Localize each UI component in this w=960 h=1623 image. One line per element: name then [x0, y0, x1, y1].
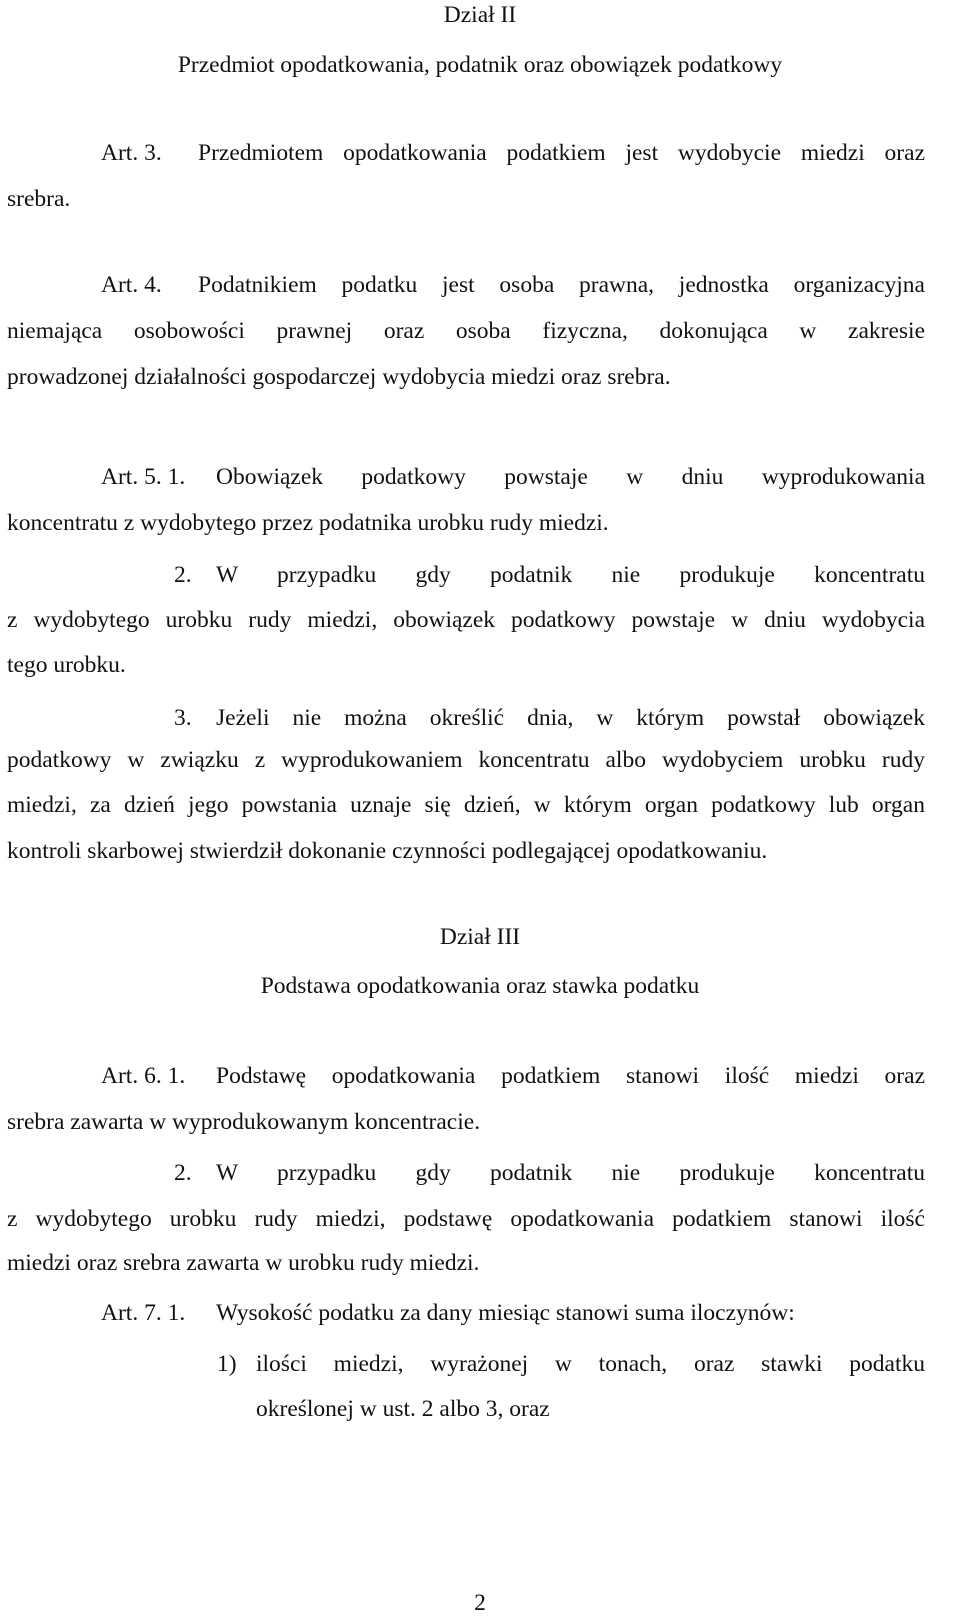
art-7-p1-line-1: Wysokość podatku za dany miesiąc stanowi suma iloczynów:: [216, 1300, 795, 1326]
art-3-label: Art. 3.: [101, 140, 162, 166]
art-5-p3-label: 3.: [174, 705, 192, 731]
art-7-item-1-line-2: określonej w ust. 2 albo 3, oraz: [256, 1396, 550, 1422]
art-5-p1-line-1: Obowiązek podatkowy powstaje w dniu wyprodukowania: [216, 464, 925, 490]
art-4-line-3: prowadzonej działalności gospodarczej wydobycia miedzi oraz srebra.: [7, 364, 671, 390]
art-4-label: Art. 4.: [101, 272, 162, 298]
art-6-p2-line-1: W przypadku gdy podatnik nie produkuje koncentratu: [216, 1160, 925, 1186]
art-5-p3-line-3: miedzi, za dzień jego powstania uznaje się dzień, w którym organ podatkowy lub organ: [7, 792, 925, 818]
art-5-p3-line-4: kontroli skarbowej stwierdził dokonanie czynności podlegającej opodatkowaniu.: [7, 838, 768, 864]
art-5-label: Art. 5. 1.: [101, 464, 186, 490]
art-6-label: Art. 6. 1.: [101, 1063, 186, 1089]
art-5-p2-label: 2.: [174, 562, 192, 588]
art-6-p1-line-1: Podstawę opodatkowania podatkiem stanowi ilość miedzi oraz: [216, 1063, 925, 1089]
art-5-p2-line-3: tego urobku.: [7, 652, 126, 678]
art-7-item-1-line-1: ilości miedzi, wyrażonej w tonach, oraz stawki podatku: [256, 1351, 925, 1377]
art-6-p1-line-2: srebra zawarta w wyprodukowanym koncentracie.: [7, 1109, 481, 1135]
division-2-heading: Dział II: [443, 2, 517, 28]
art-5-p1-line-2: koncentratu z wydobytego przez podatnika urobku rudy miedzi.: [7, 510, 609, 536]
art-4-line-1: Podatnikiem podatku jest osoba prawna, jednostka organizacyjna: [198, 272, 925, 298]
art-6-p2-line-3: miedzi oraz srebra zawarta w urobku rudy miedzi.: [7, 1250, 480, 1276]
art-3-line-2: srebra.: [7, 186, 71, 212]
division-3-heading: Dział III: [439, 924, 521, 950]
division-2-title: Przedmiot opodatkowania, podatnik oraz obowiązek podatkowy: [177, 52, 783, 78]
art-4-line-2: niemająca osobowości prawnej oraz osoba fizyczna, dokonująca w zakresie: [7, 318, 925, 344]
art-5-p2-line-1: W przypadku gdy podatnik nie produkuje koncentratu: [216, 562, 925, 588]
art-7-label: Art. 7. 1.: [101, 1300, 186, 1326]
art-5-p3-line-1: Jeżeli nie można określić dnia, w którym powstał obowiązek: [216, 705, 925, 731]
art-3-line-1: Przedmiotem opodatkowania podatkiem jest wydobycie miedzi oraz: [198, 140, 925, 166]
art-6-p2-label: 2.: [174, 1160, 192, 1186]
division-3-title: Podstawa opodatkowania oraz stawka podatku: [260, 973, 700, 999]
art-7-item-1-label: 1): [217, 1351, 237, 1377]
art-5-p2-line-2: z wydobytego urobku rudy miedzi, obowiązek podatkowy powstaje w dniu wydobycia: [7, 607, 925, 633]
art-5-p3-line-2: podatkowy w związku z wyprodukowaniem koncentratu albo wydobyciem urobku rudy: [7, 747, 925, 773]
art-6-p2-line-2: z wydobytego urobku rudy miedzi, podstawę opodatkowania podatkiem stanowi ilość: [7, 1206, 925, 1232]
page-number: 2: [474, 1590, 486, 1616]
